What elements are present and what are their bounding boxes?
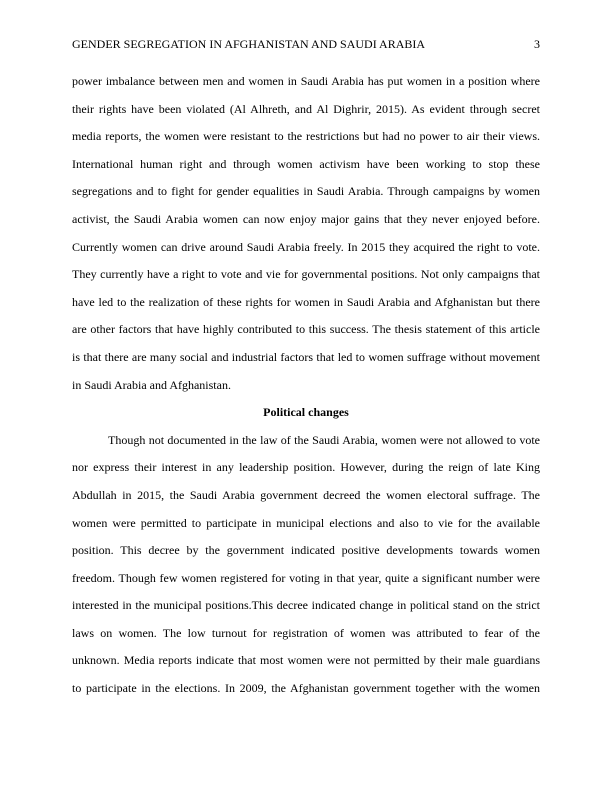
paragraph-line: Abdullah in 2015, the Saudi Arabia government decreed the women electoral suffrage. The (72, 487, 540, 502)
paragraph-2 (72, 427, 540, 703)
paragraph-line: activist, the Saudi Arabia women can now enjoy major gains that they never enjoyed before. (72, 211, 540, 226)
paragraph-line: laws on women. The low turnout for registration of women was attributed to fear of the (72, 625, 540, 640)
paragraph-line: International human right and through women activism have been working to stop these (72, 156, 540, 171)
section-heading: Political changes (263, 405, 349, 420)
paragraph-line: interested in the municipal positions.This decree indicated change in political stand on the strict (72, 598, 540, 613)
running-header (72, 36, 540, 52)
paragraph-1 (72, 68, 540, 399)
paragraph-line: in Saudi Arabia and Afghanistan. (72, 377, 231, 392)
paragraph-line: Though not documented in the law of the Saudi Arabia, women were not allowed to vote (108, 432, 540, 447)
paragraph-line: have led to the realization of these rights for women in Saudi Arabia and Afghanistan but there (72, 294, 540, 309)
page-number: 3 (534, 37, 540, 51)
paragraph-line: freedom. Though few women registered for voting in that year, quite a significant number were (72, 570, 540, 585)
paragraph-line: their rights have been violated (Al Alhreth, and Al Dighrir, 2015). As evident through secret (72, 101, 540, 116)
paragraph-line: position. This decree by the government indicated positive developments towards women (72, 543, 540, 558)
paragraph-line: Currently women can drive around Saudi Arabia freely. In 2015 they acquired the right to vote. (72, 239, 540, 254)
paragraph-line: to participate in the elections. In 2009, the Afghanistan government together with the women (72, 681, 540, 696)
paragraph-line: is that there are many social and industrial factors that led to women suffrage without movement (72, 349, 540, 364)
paragraph-line: power imbalance between men and women in Saudi Arabia has put women in a position where (72, 74, 540, 88)
paragraph-line: They currently have a right to vote and vie for governmental positions. Not only campaigns that (72, 267, 540, 282)
running-title: GENDER SEGREGATION IN AFGHANISTAN AND SAUDI ARABIA (72, 37, 426, 51)
paragraph-line: media reports, the women were resistant to the restrictions but had no power to air their views. (72, 129, 540, 144)
body-text (72, 68, 540, 703)
paragraph-line: nor express their interest in any leadership position. However, during the reign of late King (72, 460, 540, 475)
paragraph-line: are other factors that have highly contributed to this success. The thesis statement of this article (72, 322, 540, 337)
paragraph-line: segregations and to fight for gender equalities in Saudi Arabia. Through campaigns by women (72, 184, 540, 199)
paragraph-line: unknown. Media reports indicate that most women were not permitted by their male guardians (72, 653, 540, 668)
paragraph-line: women were permitted to participate in municipal elections and also to vie for the available (72, 515, 540, 530)
